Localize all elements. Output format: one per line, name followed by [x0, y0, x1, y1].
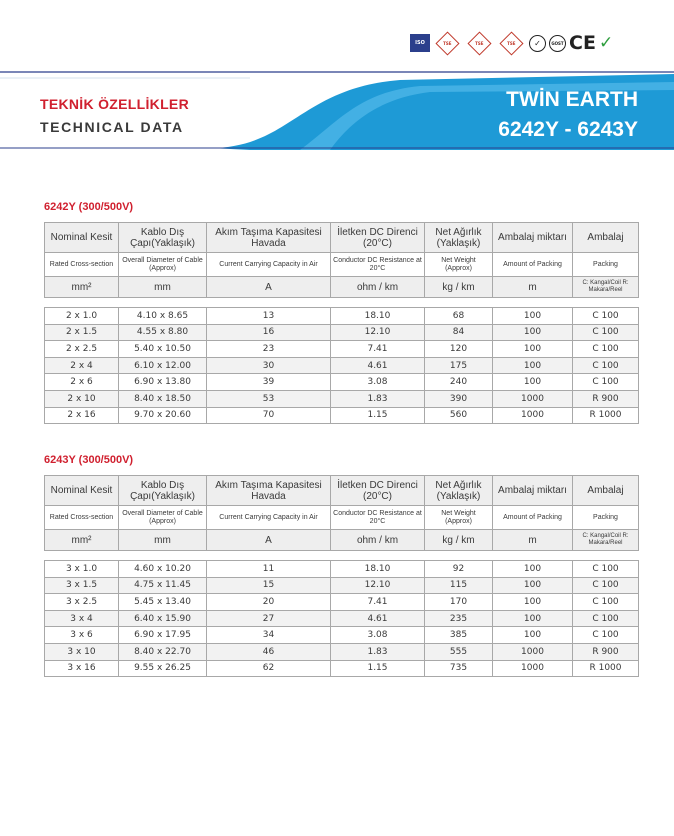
table-cell: C 100	[573, 374, 639, 391]
table-cell: R 1000	[573, 407, 639, 424]
tse-cert-icon: TSE	[467, 31, 491, 55]
table-cell: 390	[425, 390, 493, 407]
table-cell: 4.61	[331, 357, 425, 374]
table-cell: 3 x 16	[45, 660, 119, 677]
table-row	[45, 324, 639, 341]
table-cell: 2 x 4	[45, 357, 119, 374]
table-cell: 100	[493, 577, 573, 594]
col-header-en: Overall Diameter of Cable (Approx)	[119, 253, 207, 277]
table-cell: 6.10 x 12.00	[119, 357, 207, 374]
table-cell: 2 x 6	[45, 374, 119, 391]
table-cell: 100	[493, 324, 573, 341]
quality-cert-icon: ✓	[529, 35, 546, 52]
table-cell: R 900	[573, 390, 639, 407]
table-cell: 5.45 x 13.40	[119, 594, 207, 611]
col-header-en: Packing	[573, 506, 639, 530]
table-row	[45, 308, 639, 325]
table-cell: R 1000	[573, 660, 639, 677]
table-cell: 23	[207, 341, 331, 358]
col-unit: kg / km	[425, 530, 493, 551]
table-cell: 27	[207, 610, 331, 627]
col-header: Akım Taşıma Kapasitesi Havada	[207, 223, 331, 253]
col-header-en: Current Carrying Capacity in Air	[207, 253, 331, 277]
spacer-row	[45, 298, 639, 308]
table-cell: 2 x 16	[45, 407, 119, 424]
table-cell: 3 x 4	[45, 610, 119, 627]
table-cell: 115	[425, 577, 493, 594]
table-cell: 62	[207, 660, 331, 677]
table-cell: 1.83	[331, 643, 425, 660]
table-cell: 2 x 2.5	[45, 341, 119, 358]
col-header-en: Rated Cross-section	[45, 253, 119, 277]
table-cell: 7.41	[331, 341, 425, 358]
col-unit: mm²	[45, 530, 119, 551]
table-cell: 70	[207, 407, 331, 424]
table-cell: 9.70 x 20.60	[119, 407, 207, 424]
table-row	[45, 341, 639, 358]
col-header: Net Ağırlık (Yaklaşık)	[425, 223, 493, 253]
col-header: Nominal Kesit	[45, 223, 119, 253]
table-cell: 84	[425, 324, 493, 341]
table-cell: 68	[425, 308, 493, 325]
ce-mark-icon: CE	[569, 32, 596, 54]
table-row	[45, 627, 639, 644]
table-6242y-title: 6242Y (300/500V)	[44, 201, 134, 213]
table-cell: 560	[425, 407, 493, 424]
table-cell: 385	[425, 627, 493, 644]
table-row	[45, 407, 639, 424]
table-row	[45, 577, 639, 594]
table-cell: C 100	[573, 627, 639, 644]
table-6242y-body	[45, 308, 639, 424]
table-cell: 3 x 2.5	[45, 594, 119, 611]
table-6243y	[44, 475, 639, 677]
table-cell: 120	[425, 341, 493, 358]
table-cell: 175	[425, 357, 493, 374]
table-cell: 30	[207, 357, 331, 374]
table-cell: 2 x 1.5	[45, 324, 119, 341]
col-header-en: Amount of Packing	[493, 253, 573, 277]
table-cell: 92	[425, 561, 493, 578]
table-cell: 100	[493, 374, 573, 391]
table-cell: 11	[207, 561, 331, 578]
table-cell: 100	[493, 594, 573, 611]
table-cell: 3 x 6	[45, 627, 119, 644]
table-row	[45, 374, 639, 391]
table-cell: 4.60 x 10.20	[119, 561, 207, 578]
table-cell: 18.10	[331, 561, 425, 578]
col-header: Ambalaj	[573, 223, 639, 253]
tse-cert-icon: TSE	[435, 31, 459, 55]
table-cell: 2 x 1.0	[45, 308, 119, 325]
table-cell: 1000	[493, 390, 573, 407]
title-english: TECHNICAL DATA	[40, 119, 184, 135]
table-cell: C 100	[573, 324, 639, 341]
gost-cert-icon: GOST	[549, 35, 566, 52]
table-cell: 8.40 x 22.70	[119, 643, 207, 660]
col-unit: mm²	[45, 277, 119, 298]
col-header-en: Conductor DC Resistance at 20°C	[331, 253, 425, 277]
table-row	[45, 643, 639, 660]
table-cell: 735	[425, 660, 493, 677]
table-cell: C 100	[573, 357, 639, 374]
table-6243y-body	[45, 561, 639, 677]
table-cell: C 100	[573, 594, 639, 611]
col-header-en: Current Carrying Capacity in Air	[207, 506, 331, 530]
header-row-units	[45, 530, 639, 551]
col-unit: ohm / km	[331, 277, 425, 298]
spacer-row	[45, 551, 639, 561]
table-cell: C 100	[573, 561, 639, 578]
table-cell: 3.08	[331, 374, 425, 391]
table-cell: 100	[493, 561, 573, 578]
table-cell: 1000	[493, 660, 573, 677]
table-cell: 4.75 x 11.45	[119, 577, 207, 594]
table-cell: 2 x 10	[45, 390, 119, 407]
table-cell: 240	[425, 374, 493, 391]
col-header: İletken DC Direnci (20°C)	[331, 223, 425, 253]
table-cell: 5.40 x 10.50	[119, 341, 207, 358]
col-header: Kablo Dış Çapı(Yaklaşık)	[119, 223, 207, 253]
title-turkish: TEKNİK ÖZELLİKLER	[40, 96, 189, 112]
table-cell: 3.08	[331, 627, 425, 644]
table-cell: 13	[207, 308, 331, 325]
col-unit: kg / km	[425, 277, 493, 298]
col-header: Ambalaj miktarı	[493, 223, 573, 253]
table-cell: 1.15	[331, 407, 425, 424]
table-row	[45, 660, 639, 677]
col-header: Kablo Dış Çapı(Yaklaşık)	[119, 476, 207, 506]
table-cell: 1000	[493, 643, 573, 660]
col-header-en: Packing	[573, 253, 639, 277]
table-cell: 100	[493, 341, 573, 358]
table-row	[45, 357, 639, 374]
table-cell: 53	[207, 390, 331, 407]
table-cell: 12.10	[331, 577, 425, 594]
product-codes: 6242Y - 6243Y	[498, 118, 638, 141]
table-cell: 235	[425, 610, 493, 627]
tse-cert-icon: TSE	[499, 31, 523, 55]
col-header-en: Conductor DC Resistance at 20°C	[331, 506, 425, 530]
certification-marks	[410, 32, 613, 54]
table-row	[45, 561, 639, 578]
table-cell: 39	[207, 374, 331, 391]
col-unit: ohm / km	[331, 530, 425, 551]
table-row	[45, 390, 639, 407]
col-unit: A	[207, 277, 331, 298]
table-cell: 6.90 x 13.80	[119, 374, 207, 391]
table-cell: C 100	[573, 308, 639, 325]
table-cell: C 100	[573, 610, 639, 627]
table-cell: 1.83	[331, 390, 425, 407]
table-cell: 100	[493, 610, 573, 627]
table-cell: 34	[207, 627, 331, 644]
table-cell: 1000	[493, 407, 573, 424]
table-cell: 46	[207, 643, 331, 660]
table-cell: 12.10	[331, 324, 425, 341]
table-cell: 6.40 x 15.90	[119, 610, 207, 627]
col-header: Akım Taşıma Kapasitesi Havada	[207, 476, 331, 506]
col-unit: mm	[119, 277, 207, 298]
table-cell: 7.41	[331, 594, 425, 611]
col-header-en: Net Weight (Approx)	[425, 506, 493, 530]
table-cell: C 100	[573, 341, 639, 358]
col-header: Nominal Kesit	[45, 476, 119, 506]
table-cell: 20	[207, 594, 331, 611]
table-6242y	[44, 222, 639, 424]
rohs-check-icon: ✓	[598, 33, 614, 53]
header-row-english	[45, 506, 639, 530]
col-unit: m	[493, 277, 573, 298]
table-cell: 555	[425, 643, 493, 660]
table-cell: 4.10 x 8.65	[119, 308, 207, 325]
col-header-en: Net Weight (Approx)	[425, 253, 493, 277]
table-row	[45, 594, 639, 611]
header-row-units	[45, 277, 639, 298]
table-cell: 3 x 10	[45, 643, 119, 660]
table-cell: 15	[207, 577, 331, 594]
table-cell: 3 x 1.5	[45, 577, 119, 594]
table-cell: C 100	[573, 577, 639, 594]
table-cell: 3 x 1.0	[45, 561, 119, 578]
col-unit: A	[207, 530, 331, 551]
table-6243y-title: 6243Y (300/500V)	[44, 454, 134, 466]
table-cell: 16	[207, 324, 331, 341]
col-unit: C: Kangal/Coil R: Makara/Reel	[573, 530, 639, 551]
table-cell: 6.90 x 17.95	[119, 627, 207, 644]
table-cell: R 900	[573, 643, 639, 660]
header-row-turkish	[45, 476, 639, 506]
table-row	[45, 610, 639, 627]
table-cell: 4.61	[331, 610, 425, 627]
col-header-en: Amount of Packing	[493, 506, 573, 530]
col-unit: C: Kangal/Coil R: Makara/Reel	[573, 277, 639, 298]
col-header: Ambalaj	[573, 476, 639, 506]
table-cell: 100	[493, 357, 573, 374]
col-header-en: Overall Diameter of Cable (Approx)	[119, 506, 207, 530]
table-cell: 100	[493, 308, 573, 325]
product-name: TWİN EARTH	[506, 88, 638, 111]
col-unit: mm	[119, 530, 207, 551]
col-unit: m	[493, 530, 573, 551]
iso-cert-icon: ISO	[410, 34, 430, 52]
header-row-english	[45, 253, 639, 277]
header-row-turkish	[45, 223, 639, 253]
table-cell: 170	[425, 594, 493, 611]
col-header-en: Rated Cross-section	[45, 506, 119, 530]
table-cell: 1.15	[331, 660, 425, 677]
col-header: İletken DC Direnci (20°C)	[331, 476, 425, 506]
table-cell: 4.55 x 8.80	[119, 324, 207, 341]
table-cell: 8.40 x 18.50	[119, 390, 207, 407]
table-cell: 9.55 x 26.25	[119, 660, 207, 677]
col-header: Ambalaj miktarı	[493, 476, 573, 506]
table-cell: 18.10	[331, 308, 425, 325]
col-header: Net Ağırlık (Yaklaşık)	[425, 476, 493, 506]
table-cell: 100	[493, 627, 573, 644]
